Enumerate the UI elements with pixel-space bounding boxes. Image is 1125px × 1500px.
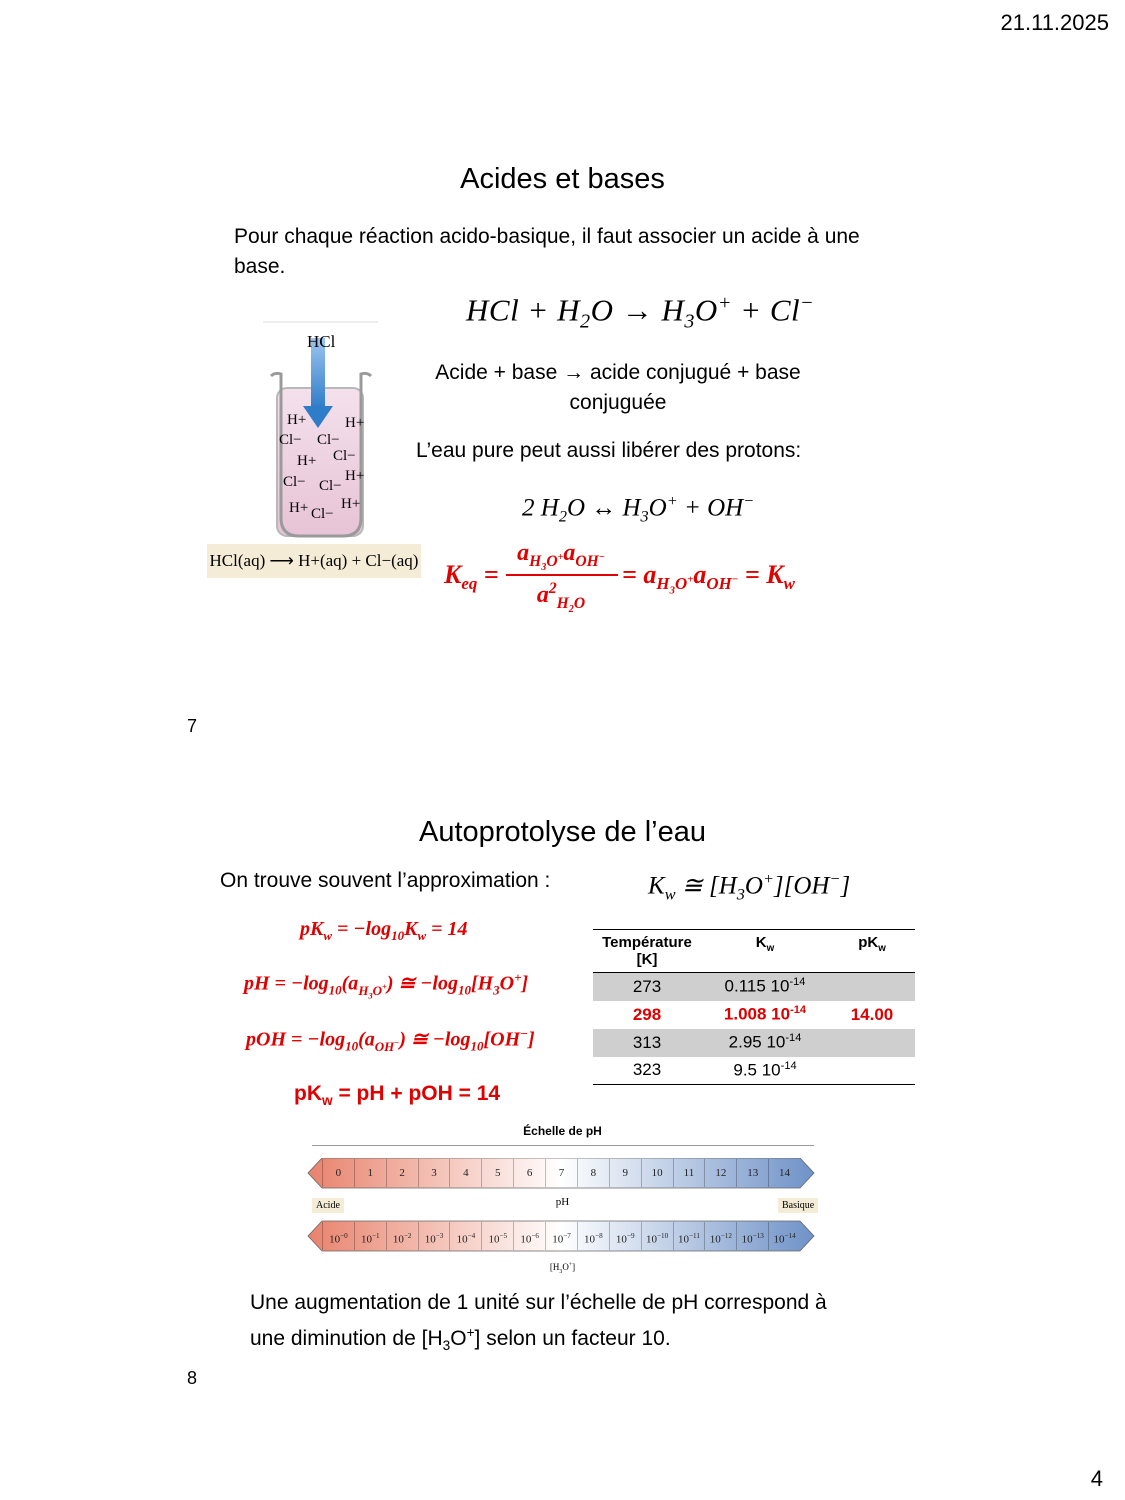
table-header-row: [593, 930, 915, 973]
conc-value-cell: $10^{-9}$: [609, 1222, 641, 1250]
ph-value-cell: 7: [545, 1159, 577, 1187]
slide7-title: Acides et bases: [460, 163, 665, 195]
ph-value-cell: 10: [641, 1159, 673, 1187]
conc-value-cell: $10^{-10}$: [641, 1222, 673, 1250]
beaker-label: HCl: [307, 332, 336, 351]
ph-value-cell: 13: [736, 1159, 768, 1187]
conc-value-cell: $10^{-11}$: [673, 1222, 705, 1250]
rule-line-1: Acide + base → acide conjugué + base: [435, 361, 801, 384]
conc-value-cell: $10^{-4}$: [449, 1222, 481, 1250]
pkw-equation: $pK_w = -\log_{10}K_w = 14$: [300, 918, 468, 943]
page-number: 4: [1090, 1466, 1103, 1491]
ion: Cl−: [319, 478, 342, 494]
conc-value-cell: $10^{-6}$: [513, 1222, 545, 1250]
dissociation-equation: HCl(aq) ⟶ H+(aq) + Cl−(aq): [207, 544, 421, 578]
cell-temperature: 313: [632, 1032, 662, 1052]
cell-kw: 1.008 $10^{-14}$: [723, 1004, 807, 1024]
ph-value-cell: 4: [449, 1159, 481, 1187]
cell-temperature: 273: [632, 976, 662, 996]
slide7-intro: Pour chaque réaction acido-basique, il faut associer un acide à une base.: [234, 225, 860, 278]
ion: H+: [287, 412, 307, 428]
cell-temperature: 298: [632, 1004, 662, 1024]
conclusion-line-2: une diminution de $[H_3O^+]$ selon un facteur 10.: [250, 1325, 671, 1354]
ion: Cl−: [311, 506, 334, 522]
conc-value-cell: $10^{-1}$: [354, 1222, 386, 1250]
ion: H+: [341, 496, 361, 512]
ph-value-cell: 0: [322, 1159, 354, 1187]
date: 21.11.2025: [1000, 10, 1109, 35]
conc-value-cell: $10^{-2}$: [386, 1222, 418, 1250]
cell-kw: 0.115 $10^{-14}$: [724, 976, 806, 997]
header-pkw: $pK_w$: [858, 934, 886, 954]
kw-approx-equation: $K_w$ ≅ $[H_3O^+][OH^-]$: [648, 870, 851, 904]
ph-axis-label: pH: [555, 1196, 570, 1208]
cell-temperature: 323: [632, 1060, 662, 1080]
cell-pkw: 14.00: [850, 1004, 894, 1024]
cell-pkw: [829, 1029, 915, 1057]
cell-pkw: [829, 1057, 915, 1085]
water-text: L’eau pure peut aussi libérer des protons:: [416, 439, 802, 462]
conc-value-cell: $10^{-14}$: [768, 1222, 800, 1250]
ph-value-cell: 2: [386, 1159, 418, 1187]
acid-label: Acide: [312, 1198, 344, 1213]
ion: Cl−: [317, 432, 340, 448]
header-temperature: Température [K]: [602, 934, 692, 968]
ph-value-cell: 12: [704, 1159, 736, 1187]
conc-value-cell: $10^{-12}$: [704, 1222, 736, 1250]
ph-value-cell: 1: [354, 1159, 386, 1187]
ph-value-cell: 8: [577, 1159, 609, 1187]
conc-axis-label: $[H_3O^+]$: [549, 1262, 576, 1275]
conclusion-text: [250, 1288, 900, 1361]
kw-temperature-table: [593, 929, 915, 1085]
ion: H+: [297, 453, 317, 469]
conc-value-cell: $10^{-8}$: [577, 1222, 609, 1250]
ion: Cl−: [333, 448, 356, 464]
conc-value-cell: $10^{-5}$: [481, 1222, 513, 1250]
ph-scale-figure: [300, 1124, 825, 1284]
sum-equation: $pK_w$ = pH + pOH = 14: [294, 1082, 501, 1109]
ph-value-cell: 6: [513, 1159, 545, 1187]
slide8-title: Autoprotolyse de l’eau: [419, 816, 706, 848]
ion: Cl−: [279, 432, 302, 448]
poh-equation: pOH = $-\log_{10}(a_{OH^-})$ ≅ $-\log_{10}[OH^-]$: [246, 1026, 535, 1054]
ion: H+: [345, 468, 365, 484]
rule-line-2: conjuguée: [569, 391, 667, 414]
ion: H+: [345, 415, 365, 431]
conc-value-cell: $10^{-3}$: [418, 1222, 450, 1250]
table-row: [593, 1029, 915, 1057]
conc-value-cell: $10^{-13}$: [736, 1222, 768, 1250]
cell-kw: 2.95 $10^{-14}$: [728, 1032, 802, 1052]
slide-number-8: 8: [187, 1368, 198, 1388]
table-row: [593, 973, 915, 1001]
cell-kw: 9.5 $10^{-14}$: [733, 1059, 797, 1080]
conclusion-line-1: Une augmentation de 1 unité sur l’échelle de pH correspond à: [250, 1291, 827, 1314]
ph-value-cell: 11: [673, 1159, 705, 1187]
acid-base-rule: [418, 358, 818, 418]
ph-scale-title: Échelle de pH: [523, 1124, 602, 1138]
table-row: [593, 1057, 915, 1085]
ph-value-cell: 9: [609, 1159, 641, 1187]
keq-equation: $K_{eq}$ = $a_{H_3O^+}a_{OH^-}$ $a^2_{H_2O}$ = $a_{H_3O^+}a_{OH^-} = K_w$: [444, 540, 795, 615]
ion: H+: [289, 500, 309, 516]
ph-value-cell: 5: [481, 1159, 513, 1187]
table-row: [593, 1001, 915, 1029]
ph-equation: pH = $-\log_{10}(a_{H_3O^+})$ ≅ $-\log_{10}[H_3O^+]$: [244, 970, 529, 1001]
slide-number-7: 7: [187, 716, 198, 736]
main-reaction-equation: HCl + $H_2O \to H_3O^+ + Cl^-$: [466, 292, 815, 333]
beaker-illustration: [263, 318, 378, 548]
cell-pkw: [829, 973, 915, 1001]
ph-value-cell: 14: [768, 1159, 800, 1187]
approx-text: On trouve souvent l’approximation :: [220, 869, 551, 892]
conc-value-cell: $10^{-0}$: [322, 1222, 354, 1250]
water-equation: 2 $H_2O$ ↔ $H_3O^+ + OH^-$: [522, 492, 755, 526]
header-kw: $K_w$: [755, 934, 775, 954]
conc-value-cell: $10^{-7}$: [545, 1222, 577, 1250]
base-label: Basique: [778, 1198, 818, 1213]
ion: Cl−: [283, 474, 306, 490]
ph-value-cell: 3: [418, 1159, 450, 1187]
